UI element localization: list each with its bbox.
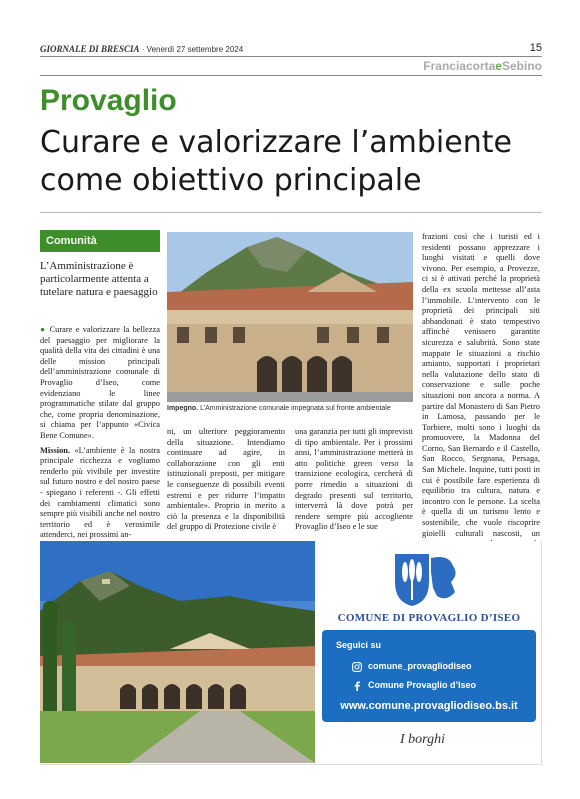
comune-title: COMUNE DI PROVAGLIO D’ISEO: [337, 612, 521, 624]
col1-paragraph-2: «L’ambiente è la nostra principale ricchezza e vogliamo renderlo più vivibile per investire sul futuro nostro e del nostro paese - spiegano i referenti -. Gli effetti dei cambiamenti climatici sono sempre più visibili anche nel nostro territorio ed è verosimile attenderci, nei prossimi an-: [40, 445, 161, 540]
caption-lead: Impegno.: [167, 405, 199, 412]
article-column-4: [422, 232, 540, 560]
headline-rule: [40, 212, 542, 213]
facebook-name: Comune Provaglio d’Iseo: [368, 680, 477, 690]
section-part-2: e: [495, 59, 502, 73]
instagram-icon: [352, 662, 362, 672]
facebook-link[interactable]: [352, 680, 476, 691]
kicker: Provaglio: [40, 84, 177, 117]
sidebar-title: Comunità: [40, 230, 160, 252]
header-rule: [40, 56, 542, 57]
section-label: [423, 59, 542, 73]
headline: Curare e valorizzare l’ambiente come obiettivo principale: [40, 125, 512, 198]
page-number: 15: [529, 42, 542, 54]
instagram-handle: comune_provagliodiseo: [368, 661, 472, 671]
caption-text: L’Amministrazione comunale impegnata sul fronte ambientale: [200, 405, 391, 412]
coat-of-arms-icon: [393, 552, 463, 608]
col4-text: frazioni così che i turisti ed i residenti possano apprezzare i luoghi visitati e quelli dove vivono. Per esempio, a Provezze, ci si è attivati perché la proprietà della ex scuola mettesse all’asta l’immobile. L’intervento con le proprietà dei principali siti abbandonati è stato tempestivo affinché venissero garantite sicurezza e salubrità. Sono state mappate le situazioni a rischio amianto, supportati i proprietari nella valutazione dello stato di conservazione e sulle poche situazioni non ancora a norma. A partire dal Monastero di San Pietro in Lamosa, passando per le Torbiere, molti sono i luoghi da promuovere, la Madonna del Corno, San Bernardo e il Castello, San Rocco, Sergnana, Persaga, San Michele. Inquine, tutti posti in cui è possibile fare esperienza di equilibrio tra cultura, natura e incontro con le persone. La scelta è quella di un turismo lento e sostenibile, che vuole riscoprire gioielli culturali nascosti, un: [422, 232, 540, 538]
article-column-1: [40, 325, 160, 541]
instagram-link[interactable]: [352, 661, 472, 672]
borghi-logo: I borghi: [400, 732, 445, 747]
sidebar-box: [40, 230, 160, 299]
ad-photo: [40, 541, 315, 763]
facebook-icon: [352, 681, 362, 691]
article-column-3: [295, 427, 413, 533]
col1-paragraph-1: Curare e valorizzare la bellezza del paesaggio per migliorare la qualità della vita dei cittadini è una delle mission principali dell’amministrazione comunale di Provaglio d’Iseo, come evidenziano le linee programmatiche stilate dal gruppo che, come propria denominazione, si chiama per l’appunto «Civica Bene Comune».: [40, 325, 161, 440]
section-part-1: Franciacorta: [423, 59, 496, 73]
col2-text: ni, un ulteriore peggioramento della situazione. Intendiamo continuare ad agire, in collaborazione con gli enti istituzionali preposti, per mitigare le conseguenze di possibili eventi estremi e per ridurre l’impatto ambientale». Proprio in merito a ciò la presenza e la disponibilità del gruppo di Protezione civile è: [167, 427, 285, 532]
article-photo: [167, 232, 413, 402]
issue-date: · Venerdì 27 settembre 2024: [141, 45, 244, 54]
bullet-icon: ●: [40, 325, 47, 334]
section-rule: [40, 75, 542, 76]
masthead: [40, 44, 243, 54]
article-column-2: [167, 427, 285, 533]
website-link[interactable]: www.comune.provagliodiseo.bs.it: [340, 700, 518, 712]
sidebar-subtitle: L’Amministrazione è particolarmente attenta a tutelare natura e paesaggio: [40, 260, 158, 298]
col1-lead: Mission.: [40, 445, 71, 455]
photo-caption: [167, 405, 413, 412]
col3-text: una garanzia per tutti gli imprevisti di tipo ambientale. Per i prossimi anni, l’amministrazione metterà in atto politiche green verso la transizione ecologica, cercherà di porre rimedio a situazioni di degrado presenti sul territorio, interverrà là dove potrà per rendere sempre più accogliente Provaglio d’Iseo e le sue: [295, 427, 413, 532]
section-part-3: Sebino: [501, 59, 542, 73]
follow-label: Seguici su: [336, 640, 382, 650]
paper-name: GIORNALE DI BRESCIA: [40, 44, 140, 54]
